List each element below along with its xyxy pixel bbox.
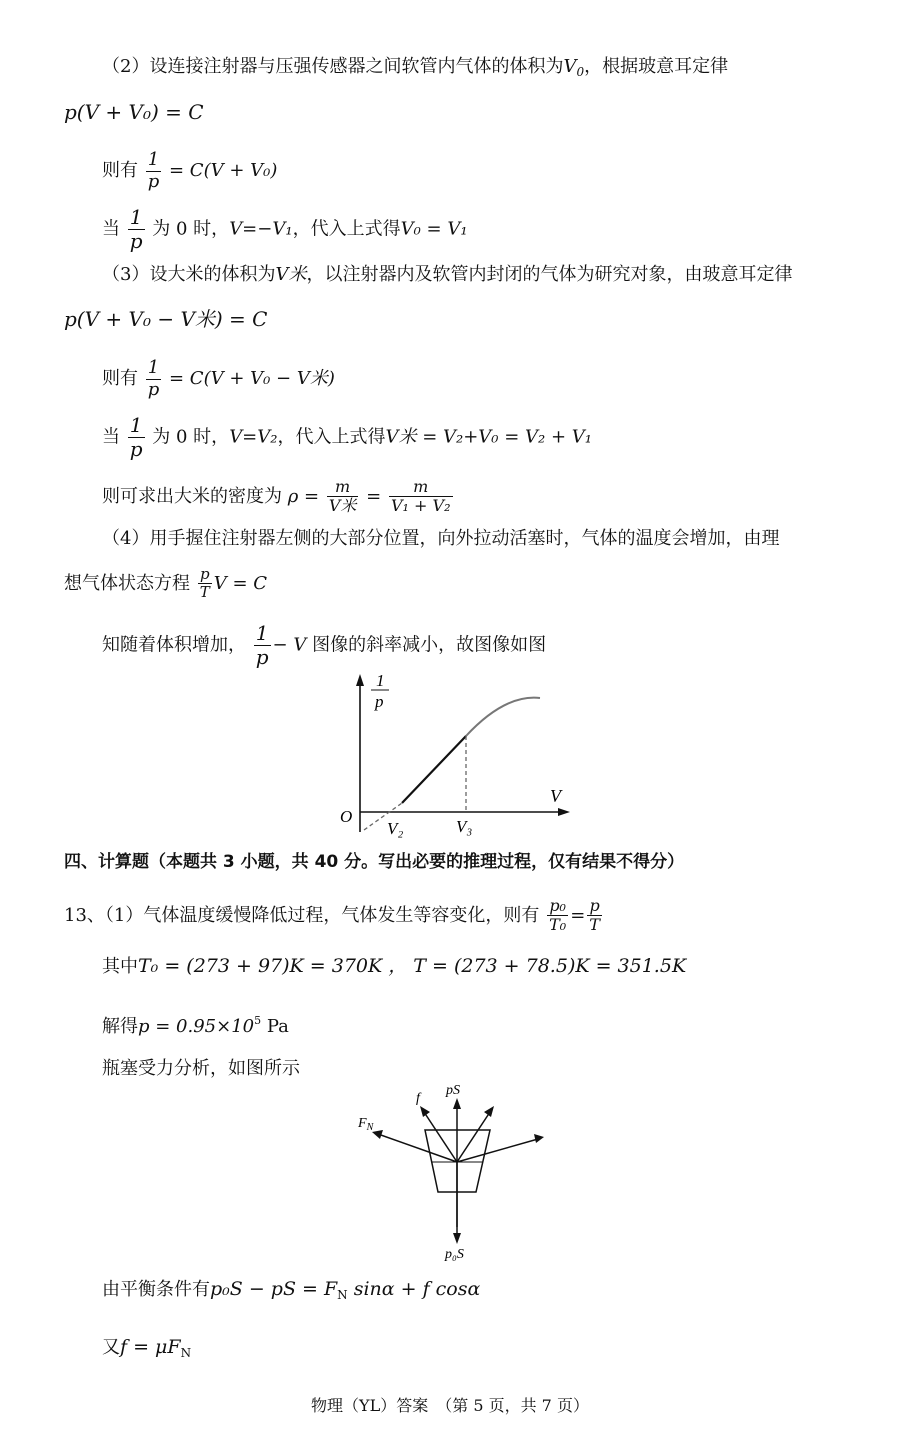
friction-left-arrow: [424, 1112, 457, 1162]
fraction: $\frac{1}{p}$: [129, 205, 143, 253]
fraction: $\frac{1}{p}$: [129, 413, 143, 461]
fraction: $\frac{1}{p}$: [147, 149, 160, 192]
section-heading: 四、计算题（本题共 3 小题，共 40 分。写出必要的推理过程，仅有结果不得分）: [64, 852, 685, 872]
q13-friction: 又$f = \mu F_N$: [102, 1336, 192, 1360]
q13-balance: 由平衡条件有p₀S − pS = $F_N$ sinα + f cosα: [102, 1278, 481, 1302]
v2-label: V₂: [387, 819, 404, 838]
q13-solution: 解得$p = 0.95\times 10^5$ Pa: [102, 1014, 289, 1037]
part3-then-equation: 则有 $\frac{1}{p}$ = C(V + V₀ − V米): [102, 357, 335, 400]
q13-temperatures: 其中T₀ = (273 + 97)K = 370K ， T = (273 + 78.5)K = 351.5K: [102, 955, 687, 977]
ps-label: pS: [446, 1083, 460, 1098]
fraction: $\frac{p}{T}$: [199, 565, 210, 602]
part2-intro: （2）设连接注射器与压强传感器之间软管内气体的体积为$V_0$，根据玻意耳定律: [102, 56, 729, 79]
part2-then-equation: 则有 $\frac{1}{p}$ = C(V + V₀): [102, 149, 278, 192]
q13-force-intro: 瓶塞受力分析，如图所示: [102, 1058, 300, 1079]
part4-conclusion: 知随着体积增加， $\frac{1}{p}$ − V 图像的斜率减小，故图像如图: [102, 621, 547, 669]
p0s-label: p₀S: [445, 1247, 464, 1262]
friction-label: f: [416, 1091, 420, 1106]
page-footer: 物理（YL）答案 （第 5 页，共 7 页）: [311, 1396, 589, 1415]
density-fraction: $\frac{m}{\text{V米}}$: [328, 477, 357, 516]
curve-segment: [466, 698, 540, 736]
normal-force-label: $F_N$: [358, 1116, 374, 1133]
fraction: $\frac{\text{p₀}}{\text{T₀}}$: [549, 896, 567, 935]
part3-when-line: 当 $\frac{1}{p}$ 为 0 时，V=V₂，代入上式得V米 = V₂+V₀ = V₂ + V₁: [102, 413, 593, 461]
question-number: 13、: [64, 904, 105, 926]
origin-label: O: [340, 807, 353, 826]
part2-when-line: 当 $\frac{1}{p}$ 为 0 时，V=−V₁，代入上式得V₀ = V₁: [102, 205, 468, 253]
inverse-pressure-volume-graph: [330, 672, 590, 850]
fraction: $\frac{1}{p}$: [147, 357, 160, 400]
normal-force-left-arrow: [378, 1134, 457, 1162]
y-axis-arrow: [356, 674, 364, 686]
stopper-force-diagram: [350, 1082, 550, 1262]
part2-boyle-equation: p(V + V₀) = C: [64, 100, 204, 124]
q13-line1: 13、（1）气体温度缓慢降低过程，气体发生等容变化，则有 $\frac{\text{p₀}}{\text{T₀}}$ = $\frac{p}{T}$: [64, 896, 600, 935]
part3-boyle-equation: p(V + V₀ − V米) = C: [64, 307, 268, 331]
density-fraction-2: $\frac{m}{\text{V₁ + V₂}}$: [390, 477, 451, 516]
part4-line2: 想气体状态方程 $\frac{p}{T}$ V = C: [64, 565, 268, 602]
v3-label: V₃: [456, 817, 473, 836]
y-axis-label-den: p: [375, 692, 384, 711]
x-axis-label: V: [550, 786, 561, 806]
part3-intro: （3）设大米的体积为V米，以注射器内及软管内封闭的气体为研究对象，由玻意耳定律: [102, 264, 793, 285]
linear-segment: [402, 736, 466, 803]
part4-line1: （4）用手握住注射器左侧的大部分位置，向外拉动活塞时，气体的温度会增加，由理: [102, 528, 780, 549]
fraction: $\frac{1}{p}$: [255, 621, 269, 669]
fraction: $\frac{p}{T}$: [589, 896, 600, 935]
y-axis-label-num: 1: [376, 672, 385, 690]
x-axis-arrow: [558, 808, 570, 816]
part3-density-line: 则可求出大米的密度为 ρ = $\frac{m}{\text{V米}}$ = $\frac{m}{\text{V₁ + V₂}}$: [102, 477, 451, 516]
